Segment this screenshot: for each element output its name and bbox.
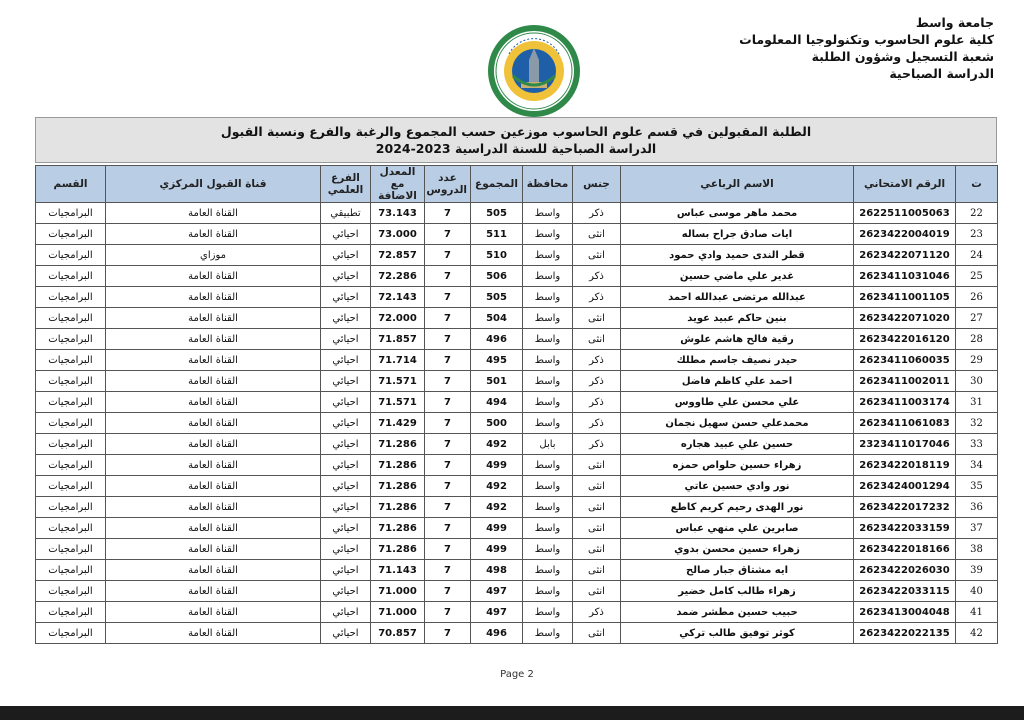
cell-total: 492 — [471, 434, 523, 455]
cell-gender: انثى — [573, 560, 621, 581]
cell-total: 492 — [471, 476, 523, 497]
cell-province: واسط — [523, 518, 573, 539]
cell-courses: 7 — [425, 539, 471, 560]
cell-courses: 7 — [425, 245, 471, 266]
admitted-students-table — [35, 165, 998, 644]
cell-channel: القناة العامة — [106, 560, 321, 581]
cell-seq: 41 — [956, 602, 998, 623]
cell-province: واسط — [523, 623, 573, 644]
cell-average: 71.857 — [371, 329, 425, 350]
cell-channel: القناة العامة — [106, 434, 321, 455]
cell-channel: القناة العامة — [106, 329, 321, 350]
cell-courses: 7 — [425, 602, 471, 623]
cell-province: واسط — [523, 581, 573, 602]
cell-courses: 7 — [425, 497, 471, 518]
cell-total: 492 — [471, 497, 523, 518]
cell-branch: احيائي — [321, 581, 371, 602]
cell-seq: 42 — [956, 623, 998, 644]
cell-branch: احيائي — [321, 371, 371, 392]
cell-dept: البرامجيات — [36, 476, 106, 497]
cell-exam-number: 2622511005063 — [854, 203, 956, 224]
cell-average: 71.286 — [371, 497, 425, 518]
table-row — [36, 623, 998, 644]
cell-province: بابل — [523, 434, 573, 455]
cell-gender: ذكر — [573, 266, 621, 287]
table-row — [36, 308, 998, 329]
table-row — [36, 350, 998, 371]
cell-dept: البرامجيات — [36, 602, 106, 623]
cell-name: علي محسن علي طاووس — [621, 392, 854, 413]
cell-name: زهراء طالب كامل خضير — [621, 581, 854, 602]
cell-total: 499 — [471, 455, 523, 476]
cell-name: محمد ماهر موسى عباس — [621, 203, 854, 224]
cell-name: حبيب حسين مطشر ضمد — [621, 602, 854, 623]
table-row — [36, 560, 998, 581]
cell-exam-number: 2623411001105 — [854, 287, 956, 308]
cell-total: 505 — [471, 287, 523, 308]
cell-province: واسط — [523, 266, 573, 287]
cell-gender: انثى — [573, 224, 621, 245]
cell-total: 504 — [471, 308, 523, 329]
cell-average: 72.143 — [371, 287, 425, 308]
header-line-university: جامعة واسط — [915, 15, 994, 30]
cell-branch: احيائي — [321, 350, 371, 371]
col-header-dept: القسم — [36, 166, 106, 203]
cell-province: واسط — [523, 560, 573, 581]
cell-dept: البرامجيات — [36, 371, 106, 392]
cell-gender: انثى — [573, 623, 621, 644]
cell-name: رقية فالح هاشم علوش — [621, 329, 854, 350]
cell-dept: البرامجيات — [36, 266, 106, 287]
cell-gender: انثى — [573, 245, 621, 266]
table-row — [36, 476, 998, 497]
cell-total: 501 — [471, 371, 523, 392]
cell-exam-number: 2623411003174 — [854, 392, 956, 413]
cell-gender: انثى — [573, 518, 621, 539]
cell-channel: القناة العامة — [106, 518, 321, 539]
cell-dept: البرامجيات — [36, 287, 106, 308]
cell-average: 71.000 — [371, 581, 425, 602]
cell-channel: القناة العامة — [106, 602, 321, 623]
cell-exam-number: 2623422071120 — [854, 245, 956, 266]
cell-channel: القناة العامة — [106, 371, 321, 392]
col-header-courses: عدد الدروس — [425, 166, 471, 203]
table-row — [36, 518, 998, 539]
cell-average: 71.714 — [371, 350, 425, 371]
cell-average: 71.286 — [371, 476, 425, 497]
cell-dept: البرامجيات — [36, 350, 106, 371]
cell-courses: 7 — [425, 371, 471, 392]
cell-exam-number: 2623411002011 — [854, 371, 956, 392]
cell-dept: البرامجيات — [36, 203, 106, 224]
table-row — [36, 203, 998, 224]
cell-branch: تطبيقي — [321, 203, 371, 224]
cell-province: واسط — [523, 602, 573, 623]
table-row — [36, 602, 998, 623]
cell-name: صابرين علي منهي عباس — [621, 518, 854, 539]
cell-branch: احيائي — [321, 266, 371, 287]
university-seal-logo — [487, 24, 581, 118]
cell-branch: احيائي — [321, 602, 371, 623]
cell-courses: 7 — [425, 560, 471, 581]
cell-average: 70.857 — [371, 623, 425, 644]
cell-average: 71.429 — [371, 413, 425, 434]
cell-dept: البرامجيات — [36, 434, 106, 455]
cell-dept: البرامجيات — [36, 497, 106, 518]
cell-channel: القناة العامة — [106, 497, 321, 518]
cell-courses: 7 — [425, 203, 471, 224]
table-row — [36, 266, 998, 287]
cell-average: 71.571 — [371, 371, 425, 392]
cell-dept: البرامجيات — [36, 245, 106, 266]
cell-seq: 25 — [956, 266, 998, 287]
cell-seq: 31 — [956, 392, 998, 413]
cell-gender: انثى — [573, 455, 621, 476]
cell-channel: القناة العامة — [106, 413, 321, 434]
cell-gender: انثى — [573, 476, 621, 497]
table-row — [36, 329, 998, 350]
cell-total: 496 — [471, 623, 523, 644]
cell-seq: 39 — [956, 560, 998, 581]
cell-dept: البرامجيات — [36, 308, 106, 329]
cell-average: 71.286 — [371, 518, 425, 539]
cell-channel: القناة العامة — [106, 455, 321, 476]
cell-courses: 7 — [425, 266, 471, 287]
table-header-row — [36, 166, 998, 203]
cell-province: واسط — [523, 476, 573, 497]
page-title: الطلبة المقبولين في قسم علوم الحاسوب موزعين حسب المجموع والرغبة والفرع ونسبة القبول — [220, 124, 812, 139]
cell-province: واسط — [523, 329, 573, 350]
col-header-seq: ت — [956, 166, 998, 203]
cell-seq: 38 — [956, 539, 998, 560]
cell-exam-number: 2623422018119 — [854, 455, 956, 476]
cell-branch: احيائي — [321, 224, 371, 245]
cell-exam-number: 2623424001294 — [854, 476, 956, 497]
cell-seq: 35 — [956, 476, 998, 497]
cell-gender: ذكر — [573, 413, 621, 434]
cell-courses: 7 — [425, 350, 471, 371]
cell-branch: احيائي — [321, 539, 371, 560]
cell-exam-number: 2623422004019 — [854, 224, 956, 245]
cell-seq: 34 — [956, 455, 998, 476]
cell-total: 511 — [471, 224, 523, 245]
cell-branch: احيائي — [321, 476, 371, 497]
cell-gender: ذكر — [573, 434, 621, 455]
table-row — [36, 392, 998, 413]
cell-courses: 7 — [425, 476, 471, 497]
cell-channel: القناة العامة — [106, 476, 321, 497]
cell-exam-number: 2623422018166 — [854, 539, 956, 560]
cell-province: واسط — [523, 224, 573, 245]
cell-province: واسط — [523, 455, 573, 476]
col-header-name: الاسم الرباعي — [621, 166, 854, 203]
table-row — [36, 497, 998, 518]
cell-courses: 7 — [425, 518, 471, 539]
cell-seq: 26 — [956, 287, 998, 308]
cell-channel: القناة العامة — [106, 350, 321, 371]
cell-dept: البرامجيات — [36, 413, 106, 434]
cell-name: حيدر نصيف جاسم مطلك — [621, 350, 854, 371]
cell-exam-number: 2623422033159 — [854, 518, 956, 539]
cell-name: نور وادي حسين عاتي — [621, 476, 854, 497]
col-header-average: المعدل مع الاضافة — [371, 166, 425, 203]
cell-name: ايه مشتاق جبار صالح — [621, 560, 854, 581]
cell-province: واسط — [523, 539, 573, 560]
cell-courses: 7 — [425, 623, 471, 644]
col-header-gender: جنس — [573, 166, 621, 203]
cell-dept: البرامجيات — [36, 581, 106, 602]
cell-exam-number: 2623411031046 — [854, 266, 956, 287]
col-header-branch: الفرع العلمي — [321, 166, 371, 203]
cell-seq: 28 — [956, 329, 998, 350]
cell-province: واسط — [523, 350, 573, 371]
cell-exam-number: 2623422022135 — [854, 623, 956, 644]
cell-province: واسط — [523, 308, 573, 329]
cell-exam-number: 2323411017046 — [854, 434, 956, 455]
bottom-edge-bar — [0, 706, 1024, 720]
col-header-channel: قناة القبول المركزي — [106, 166, 321, 203]
cell-total: 495 — [471, 350, 523, 371]
page-number: Page 2 — [500, 669, 534, 680]
cell-total: 497 — [471, 581, 523, 602]
cell-average: 73.000 — [371, 224, 425, 245]
cell-seq: 37 — [956, 518, 998, 539]
cell-exam-number: 2623411061083 — [854, 413, 956, 434]
cell-province: واسط — [523, 287, 573, 308]
cell-branch: احيائي — [321, 245, 371, 266]
cell-seq: 36 — [956, 497, 998, 518]
cell-dept: البرامجيات — [36, 392, 106, 413]
cell-dept: البرامجيات — [36, 518, 106, 539]
cell-name: نور الهدى رحيم كريم كاطع — [621, 497, 854, 518]
cell-dept: البرامجيات — [36, 560, 106, 581]
cell-seq: 29 — [956, 350, 998, 371]
cell-average: 72.286 — [371, 266, 425, 287]
cell-gender: ذكر — [573, 602, 621, 623]
cell-branch: احيائي — [321, 497, 371, 518]
cell-average: 71.000 — [371, 602, 425, 623]
cell-average: 72.857 — [371, 245, 425, 266]
cell-exam-number: 2623422026030 — [854, 560, 956, 581]
cell-channel: موزاي — [106, 245, 321, 266]
cell-seq: 27 — [956, 308, 998, 329]
cell-name: قطر الندى حميد وادي حمود — [621, 245, 854, 266]
cell-channel: القناة العامة — [106, 539, 321, 560]
cell-average: 73.143 — [371, 203, 425, 224]
cell-dept: البرامجيات — [36, 455, 106, 476]
col-header-total: المجموع — [471, 166, 523, 203]
cell-courses: 7 — [425, 413, 471, 434]
cell-courses: 7 — [425, 434, 471, 455]
cell-name: حسين علي عبيد هجاره — [621, 434, 854, 455]
cell-total: 500 — [471, 413, 523, 434]
cell-branch: احيائي — [321, 434, 371, 455]
table-row — [36, 245, 998, 266]
cell-total: 506 — [471, 266, 523, 287]
cell-province: واسط — [523, 413, 573, 434]
cell-gender: ذكر — [573, 371, 621, 392]
cell-courses: 7 — [425, 224, 471, 245]
cell-average: 71.286 — [371, 434, 425, 455]
table-row — [36, 539, 998, 560]
table-row — [36, 581, 998, 602]
cell-total: 494 — [471, 392, 523, 413]
cell-total: 505 — [471, 203, 523, 224]
cell-total: 497 — [471, 602, 523, 623]
header-line-college: كلية علوم الحاسوب وتكنولوجيا المعلومات — [739, 32, 994, 47]
cell-name: غدير علي ماضي حسين — [621, 266, 854, 287]
header-line-division: شعبة التسجيل وشؤون الطلبة — [811, 49, 994, 64]
cell-total: 499 — [471, 539, 523, 560]
cell-gender: انثى — [573, 329, 621, 350]
cell-seq: 40 — [956, 581, 998, 602]
cell-seq: 30 — [956, 371, 998, 392]
cell-branch: احيائي — [321, 413, 371, 434]
cell-name: زهراء حسين حلواص حمزه — [621, 455, 854, 476]
cell-channel: القناة العامة — [106, 308, 321, 329]
cell-gender: انثى — [573, 497, 621, 518]
cell-province: واسط — [523, 497, 573, 518]
cell-gender: انثى — [573, 581, 621, 602]
table-row — [36, 455, 998, 476]
cell-branch: احيائي — [321, 287, 371, 308]
cell-seq: 23 — [956, 224, 998, 245]
cell-province: واسط — [523, 203, 573, 224]
cell-courses: 7 — [425, 581, 471, 602]
cell-exam-number: 2623422016120 — [854, 329, 956, 350]
col-header-province: محافظة — [523, 166, 573, 203]
cell-branch: احيائي — [321, 308, 371, 329]
cell-channel: القناة العامة — [106, 266, 321, 287]
cell-channel: القناة العامة — [106, 287, 321, 308]
cell-name: ايات صادق جراح بساله — [621, 224, 854, 245]
cell-branch: احيائي — [321, 518, 371, 539]
cell-exam-number: 2623422033115 — [854, 581, 956, 602]
cell-channel: القناة العامة — [106, 224, 321, 245]
col-header-exam-number: الرقم الامتحاني — [854, 166, 956, 203]
cell-average: 71.286 — [371, 455, 425, 476]
page-subtitle: الدراسة الصباحية للسنة الدراسية 2023-2024 — [375, 141, 657, 156]
cell-average: 71.286 — [371, 539, 425, 560]
cell-dept: البرامجيات — [36, 224, 106, 245]
cell-courses: 7 — [425, 287, 471, 308]
cell-exam-number: 2623422071020 — [854, 308, 956, 329]
table-row — [36, 287, 998, 308]
cell-branch: احيائي — [321, 560, 371, 581]
table-row — [36, 434, 998, 455]
cell-dept: البرامجيات — [36, 623, 106, 644]
cell-courses: 7 — [425, 308, 471, 329]
cell-branch: احيائي — [321, 392, 371, 413]
cell-total: 510 — [471, 245, 523, 266]
cell-average: 72.000 — [371, 308, 425, 329]
table-row — [36, 224, 998, 245]
cell-exam-number: 2623422017232 — [854, 497, 956, 518]
cell-gender: ذكر — [573, 203, 621, 224]
cell-average: 71.571 — [371, 392, 425, 413]
cell-average: 71.143 — [371, 560, 425, 581]
cell-branch: احيائي — [321, 329, 371, 350]
cell-courses: 7 — [425, 455, 471, 476]
cell-province: واسط — [523, 245, 573, 266]
cell-total: 498 — [471, 560, 523, 581]
cell-total: 499 — [471, 518, 523, 539]
cell-exam-number: 2623413004048 — [854, 602, 956, 623]
cell-courses: 7 — [425, 329, 471, 350]
page-title-box — [35, 117, 997, 163]
cell-name: محمدعلي حسن سهيل نجمان — [621, 413, 854, 434]
cell-channel: القناة العامة — [106, 623, 321, 644]
cell-channel: القناة العامة — [106, 581, 321, 602]
cell-branch: احيائي — [321, 623, 371, 644]
cell-name: عبدالله مرتضى عبدالله احمد — [621, 287, 854, 308]
table-row — [36, 371, 998, 392]
cell-gender: انثى — [573, 539, 621, 560]
cell-name: كوثر توفيق طالب تركي — [621, 623, 854, 644]
cell-dept: البرامجيات — [36, 329, 106, 350]
cell-seq: 22 — [956, 203, 998, 224]
cell-name: احمد علي كاظم فاضل — [621, 371, 854, 392]
cell-province: واسط — [523, 392, 573, 413]
cell-gender: ذكر — [573, 287, 621, 308]
cell-branch: احيائي — [321, 455, 371, 476]
cell-seq: 32 — [956, 413, 998, 434]
cell-gender: ذكر — [573, 392, 621, 413]
cell-courses: 7 — [425, 392, 471, 413]
cell-dept: البرامجيات — [36, 539, 106, 560]
table-row — [36, 413, 998, 434]
cell-name: زهراء حسين محسن بدوي — [621, 539, 854, 560]
cell-gender: ذكر — [573, 350, 621, 371]
cell-exam-number: 2623411060035 — [854, 350, 956, 371]
header-line-study: الدراسة الصباحية — [889, 66, 994, 81]
cell-province: واسط — [523, 371, 573, 392]
cell-name: بنين حاكم عبيد عويد — [621, 308, 854, 329]
cell-gender: انثى — [573, 308, 621, 329]
institution-header — [739, 14, 994, 82]
cell-total: 496 — [471, 329, 523, 350]
cell-channel: القناة العامة — [106, 392, 321, 413]
cell-channel: القناة العامة — [106, 203, 321, 224]
cell-seq: 33 — [956, 434, 998, 455]
cell-seq: 24 — [956, 245, 998, 266]
